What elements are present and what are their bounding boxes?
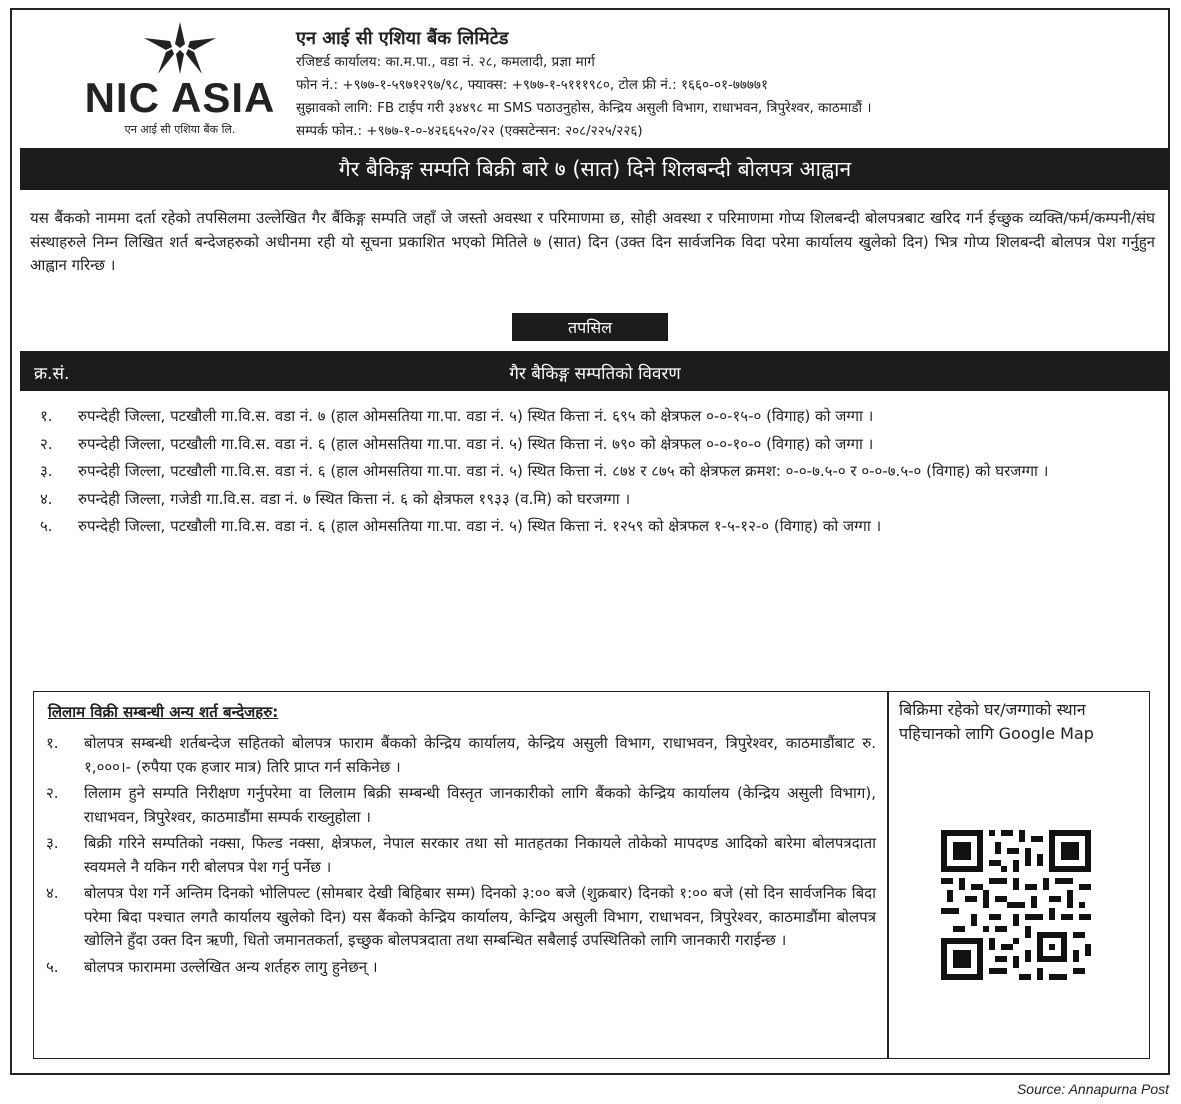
list-item — [46, 782, 876, 829]
google-map-box — [888, 691, 1150, 1059]
source-credit: Source: Annapurna Post — [1016, 1081, 1169, 1097]
term-text: बोलपत्र पेश गर्ने अन्तिम दिनको भोलिपल्ट (सोमबार देखी बिहिबार सम्म) दिनको ३:०० बजे (शुक्रबार) दिनको १:०० बजे (सो दिन सार्वजनिक बिदा परेमा बिदा पश्चात लगतै कार्यालय खुलेको दिन) यस बैंकको केन्द्रिय कार्यालय, केन्द्रिय असुली विभाग, राधाभवन, त्रिपुरेश्वर, काठमाडौंमा बोलपत्र खोलिने हुँदा उक्त दिन ऋणी, धितो जमानतकर्ता, इच्छुक बोलपत्रदाता तथा सम्बन्धित सबैलाई उपस्थितिको लागि जानकारी गराईन्छ । — [84, 884, 876, 949]
list-item — [40, 460, 1145, 484]
item-number: १. — [40, 407, 53, 425]
col-sn-header: क्र.सं. — [34, 364, 70, 384]
list-item — [40, 515, 1145, 539]
term-number: ५. — [46, 957, 59, 976]
item-number: ५. — [40, 517, 53, 535]
list-item — [46, 882, 876, 953]
notice-title: गैर बैकिङ्ग सम्पति बिक्री बारे ७ (सात) दिने शिलबन्दी बोलपत्र आह्वान — [20, 148, 1170, 190]
term-text: बोलपत्र फाराममा उल्लेखित अन्य शर्तहरु लागु हुनेछन् । — [84, 957, 378, 976]
phone-line: फोन नं.: +९७७-१-५९७१२९७/९८, फ्याक्स: +९७७-१-५१११९८०, टोल फ्री नं.: १६६०-०१-७७७७१ — [296, 77, 768, 93]
item-text: रुपन्देही जिल्ला, पटखौली गा.वि.स. वडा नं. ७ (हाल ओमसतिया गा.पा. वडा नं. ५) स्थित कित्ता नं. ६९५ को क्षेत्रफल ०-०-१५-० (विगाह) को जग्गा । — [78, 407, 874, 425]
logo-wordmark: NIC ASIA — [84, 74, 276, 121]
list-item — [46, 832, 876, 879]
terms-box — [33, 691, 888, 1059]
list-item — [46, 956, 876, 980]
property-table-header — [20, 351, 1170, 391]
item-text: रुपन्देही जिल्ला, पटखौली गा.वि.स. वडा नं. ६ (हाल ओमसतिया गा.पा. वडा नं. ५) स्थित कित्ता नं. १२५९ को क्षेत्रफल १-५-१२-० (विगाह) को जग्गा । — [78, 517, 882, 535]
item-text: रुपन्देही जिल्ला, पटखौली गा.वि.स. वडा नं. ६ (हाल ओमसतिया गा.पा. वडा नं. ५) स्थित कित्ता नं. ८७४ र ८७५ को क्षेत्रफल क्रमश: ०-०-७.५-० र ०-०-७.५-० (विगाह) को घरजग्गा । — [78, 462, 1049, 480]
map-caption: बिक्रिमा रहेको घर/जग्गाको स्थान पहिचानको लागि Google Map — [899, 700, 1094, 743]
property-list — [40, 405, 1145, 543]
item-number: ४. — [40, 489, 53, 508]
term-text: बोलपत्र सम्बन्धी शर्तबन्देज सहितको बोलपत्र फाराम बैंकको केन्द्रिय कार्यालय, केन्द्रिय असुली विभाग, राधाभवन, त्रिपुरेश्वर, काठमाडौंबाट रु. १,०००।- (रुपैया एक हजार मात्र) तिरि प्राप्त गर्न सकिनेछ । — [84, 734, 876, 776]
star-logo-icon — [142, 20, 218, 76]
term-text: बिक्री गरिने सम्पतिको नक्सा, फिल्ड नक्सा, क्षेत्रफल, नेपाल सरकार तथा सो मातहतका निकायले तोकेको मापदण्ड आदिको बारेमा बोलपत्रदाता स्वयमले नै यकिन गरी बोलपत्र पेश गर्नु पर्नेछ । — [84, 834, 876, 876]
term-number: २. — [46, 784, 59, 802]
item-text: रुपन्देही जिल्ला, पटखौली गा.वि.स. वडा नं. ६ (हाल ओमसतिया गा.पा. वडा नं. ५) स्थित कित्ता नं. ७९० को क्षेत्रफल ०-०-१०-० (विगाह) को जग्गा । — [78, 434, 874, 453]
list-item — [46, 732, 876, 779]
address-line: रजिष्टर्ड कार्यालय: का.म.पा., वडा नं. २८, कमलादी, प्रज्ञा मार्ग — [296, 54, 595, 70]
term-number: ४. — [46, 884, 59, 902]
term-number: १. — [46, 734, 59, 752]
contact-line: सम्पर्क फोन.: +९७७-१-०-४२६६५२०/२२ (एक्सटेन्सन: २०८/२२५/२२६) — [296, 123, 643, 139]
tapsil-label: तपसिल — [512, 313, 668, 341]
qr-code-icon[interactable] — [941, 830, 1091, 980]
list-item — [40, 405, 1145, 429]
terms-list — [46, 732, 876, 982]
item-number: ३. — [40, 462, 53, 480]
col-description-header: गैर बैकिङ्ग सम्पतिको विवरण — [509, 364, 681, 384]
bank-logo — [60, 14, 300, 139]
intro-paragraph: यस बैंकको नाममा दर्ता रहेको तपसिलमा उल्लेखित गैर बैंकिङ्ग सम्पति जहाँ जे जस्तो अवस्था र परिमाणमा छ, सोही अवस्था र परिमाणमा गोप्य शिलबन्दी बोलपत्रबाट खरिद गर्न ईच्छुक व्यक्ति/फर्म/कम्पनी/संघ संस्थाहरुले निम्न लिखित शर्त बन्देजहरुको अधीनमा रही यो सूचना प्रकाशित भएको मितिले ७ (सात) दिन (उक्त दिन सार्वजनिक विदा परेमा कार्यालय खुलेको दिन) भित्र गोप्य शिलबन्दी बोलपत्र पेश गर्नुहुन आह्वान गरिन्छ । — [30, 209, 1155, 274]
list-item — [40, 433, 1145, 457]
list-item — [40, 488, 1145, 512]
term-text: लिलाम हुने सम्पति निरीक्षण गर्नुपरेमा वा लिलाम बिक्री सम्बन्धी विस्तृत जानकारीको लागि बैंकको केन्द्रिय कार्यालय (केन्द्रिय असुली विभाग), राधाभवन, त्रिपुरेश्वर, काठमाडौंमा सम्पर्क राख्नुहोला । — [84, 784, 876, 826]
bank-name: एन आई सी एशिया बैंक लिमिटेड — [296, 28, 509, 49]
logo-subtext: एन आई सी एशिया बैंक लि. — [124, 123, 236, 136]
item-text: रुपन्देही जिल्ला, गजेडी गा.वि.स. वडा नं. ७ स्थित कित्ता नं. ६ को क्षेत्रफल १९३३ (व.मि) को घरजग्गा । — [78, 489, 631, 508]
item-number: २. — [40, 434, 53, 453]
terms-heading: लिलाम विक्री सम्बन्धी अन्य शर्त बन्देजहरु: — [48, 703, 279, 721]
term-number: ३. — [46, 834, 59, 852]
suggestion-line: सुझावको लागि: FB टाईप गरी ३४४९८ मा SMS पठाउनुहोस, केन्द्रिय असुली विभाग, राधाभवन, त्रिपुरेश्वर, काठमाडौं । — [296, 100, 872, 116]
